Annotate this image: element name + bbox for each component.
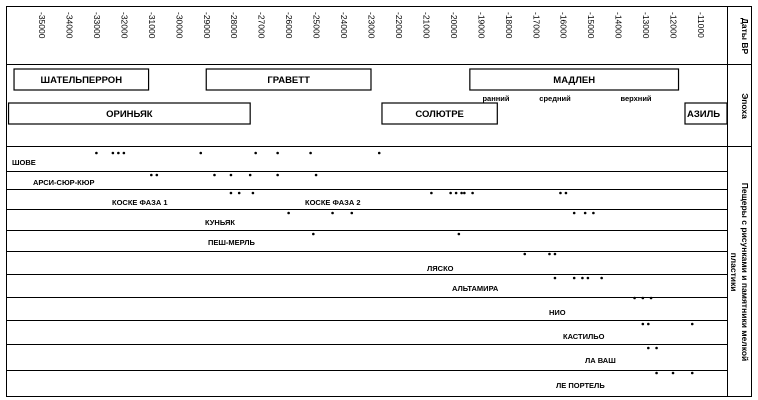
date-point	[287, 212, 290, 215]
date-point	[650, 297, 653, 300]
year-label: -22000	[393, 12, 404, 39]
cave-label: КУНЬЯК	[205, 218, 235, 227]
date-point	[238, 192, 241, 195]
date-point	[276, 174, 279, 177]
date-point	[331, 212, 334, 215]
cave-label: АЛЬТАМИРА	[452, 284, 499, 293]
year-label: -16000	[558, 12, 569, 39]
epoch-label: АЗИЛЬ	[687, 109, 721, 120]
date-point	[523, 253, 526, 256]
side-label-epoch: Эпоха	[739, 93, 750, 119]
year-label: -29000	[201, 12, 212, 39]
cave-label: КОСКЕ ФАЗА 1	[112, 198, 168, 207]
year-label: -32000	[119, 12, 130, 39]
year-label: -15000	[586, 12, 597, 39]
side-label-caves-2: пластики	[728, 252, 739, 292]
subperiod-label: средний	[539, 94, 571, 103]
date-point	[600, 277, 603, 280]
year-label: -23000	[366, 12, 377, 39]
date-point	[573, 212, 576, 215]
date-point	[554, 277, 557, 280]
date-point	[460, 192, 463, 195]
cave-label: ЛА ВАШ	[585, 356, 616, 365]
date-point	[123, 152, 126, 155]
date-point	[592, 212, 595, 215]
date-point	[655, 347, 658, 350]
date-point	[276, 152, 279, 155]
date-point	[449, 192, 452, 195]
cave-label: ЛЕ ПОРТЕЛЬ	[556, 381, 605, 390]
year-axis	[37, 12, 706, 39]
date-point	[554, 253, 557, 256]
cave-rows	[6, 152, 727, 390]
subperiod-label: ранний	[482, 94, 510, 103]
date-point	[581, 277, 584, 280]
date-point	[350, 212, 353, 215]
date-point	[378, 152, 381, 155]
year-label: -31000	[146, 12, 157, 39]
year-label: -13000	[641, 12, 652, 39]
date-point	[150, 174, 153, 177]
date-point	[647, 347, 650, 350]
date-point	[95, 152, 98, 155]
year-label: -17000	[531, 12, 542, 39]
year-label: -28000	[229, 12, 240, 39]
cave-label: ПЕШ-МЕРЛЬ	[208, 238, 255, 247]
year-label: -26000	[284, 12, 295, 39]
year-label: -12000	[668, 12, 679, 39]
epoch-label: ГРАВЕТТ	[267, 75, 310, 86]
date-point	[156, 174, 159, 177]
cave-label: НИО	[549, 308, 566, 317]
date-point	[117, 152, 120, 155]
cave-label: КАСТИЛЬО	[563, 332, 605, 341]
year-label: -33000	[91, 12, 102, 39]
year-label: -20000	[448, 12, 459, 39]
year-label: -11000	[696, 12, 706, 38]
date-point	[471, 192, 474, 195]
date-point	[252, 192, 255, 195]
year-label: -35000	[37, 12, 47, 39]
date-point	[655, 372, 658, 375]
date-point	[254, 152, 257, 155]
cave-label: ШОВЕ	[12, 158, 36, 167]
date-point	[672, 372, 675, 375]
date-point	[230, 192, 233, 195]
date-point	[463, 192, 466, 195]
cave-label: ЛЯСКО	[427, 264, 454, 273]
year-label: -19000	[476, 12, 487, 39]
cave-label: КОСКЕ ФАЗА 2	[305, 198, 361, 207]
date-point	[642, 323, 645, 326]
date-point	[647, 323, 650, 326]
year-label: -27000	[256, 12, 267, 39]
year-label: -14000	[613, 12, 624, 39]
year-label: -18000	[503, 12, 514, 39]
date-point	[230, 174, 233, 177]
year-label: -34000	[64, 12, 75, 39]
date-point	[249, 174, 252, 177]
date-point	[691, 323, 694, 326]
epoch-label: ШАТЕЛЬПЕРРОН	[40, 75, 123, 86]
year-label: -30000	[174, 12, 185, 39]
side-label-caves-1: Пещеры с рисунками и памятники мелкой	[739, 182, 750, 362]
cave-label: АРСИ-СЮР-КЮР	[33, 178, 95, 187]
date-point	[587, 277, 590, 280]
year-label: -25000	[311, 12, 322, 39]
epoch-label: СОЛЮТРЕ	[415, 109, 464, 120]
date-point	[565, 192, 568, 195]
date-point	[315, 174, 318, 177]
date-point	[559, 192, 562, 195]
year-label: -24000	[339, 12, 350, 39]
epoch-label: МАДЛЕН	[553, 75, 596, 86]
date-point	[573, 277, 576, 280]
date-point	[455, 192, 458, 195]
epoch-label: ОРИНЬЯК	[106, 109, 153, 120]
date-point	[642, 297, 645, 300]
date-point	[199, 152, 202, 155]
date-point	[691, 372, 694, 375]
date-point	[213, 174, 216, 177]
date-point	[633, 297, 636, 300]
date-point	[548, 253, 551, 256]
date-point	[112, 152, 115, 155]
date-point	[309, 152, 312, 155]
date-point	[430, 192, 433, 195]
side-label-dates: Даты ВР	[739, 17, 750, 55]
date-point	[584, 212, 587, 215]
subperiod-label: верхний	[620, 94, 652, 103]
year-label: -21000	[421, 12, 432, 39]
epoch-bars	[9, 69, 727, 124]
date-point	[312, 233, 315, 236]
date-point	[458, 233, 461, 236]
